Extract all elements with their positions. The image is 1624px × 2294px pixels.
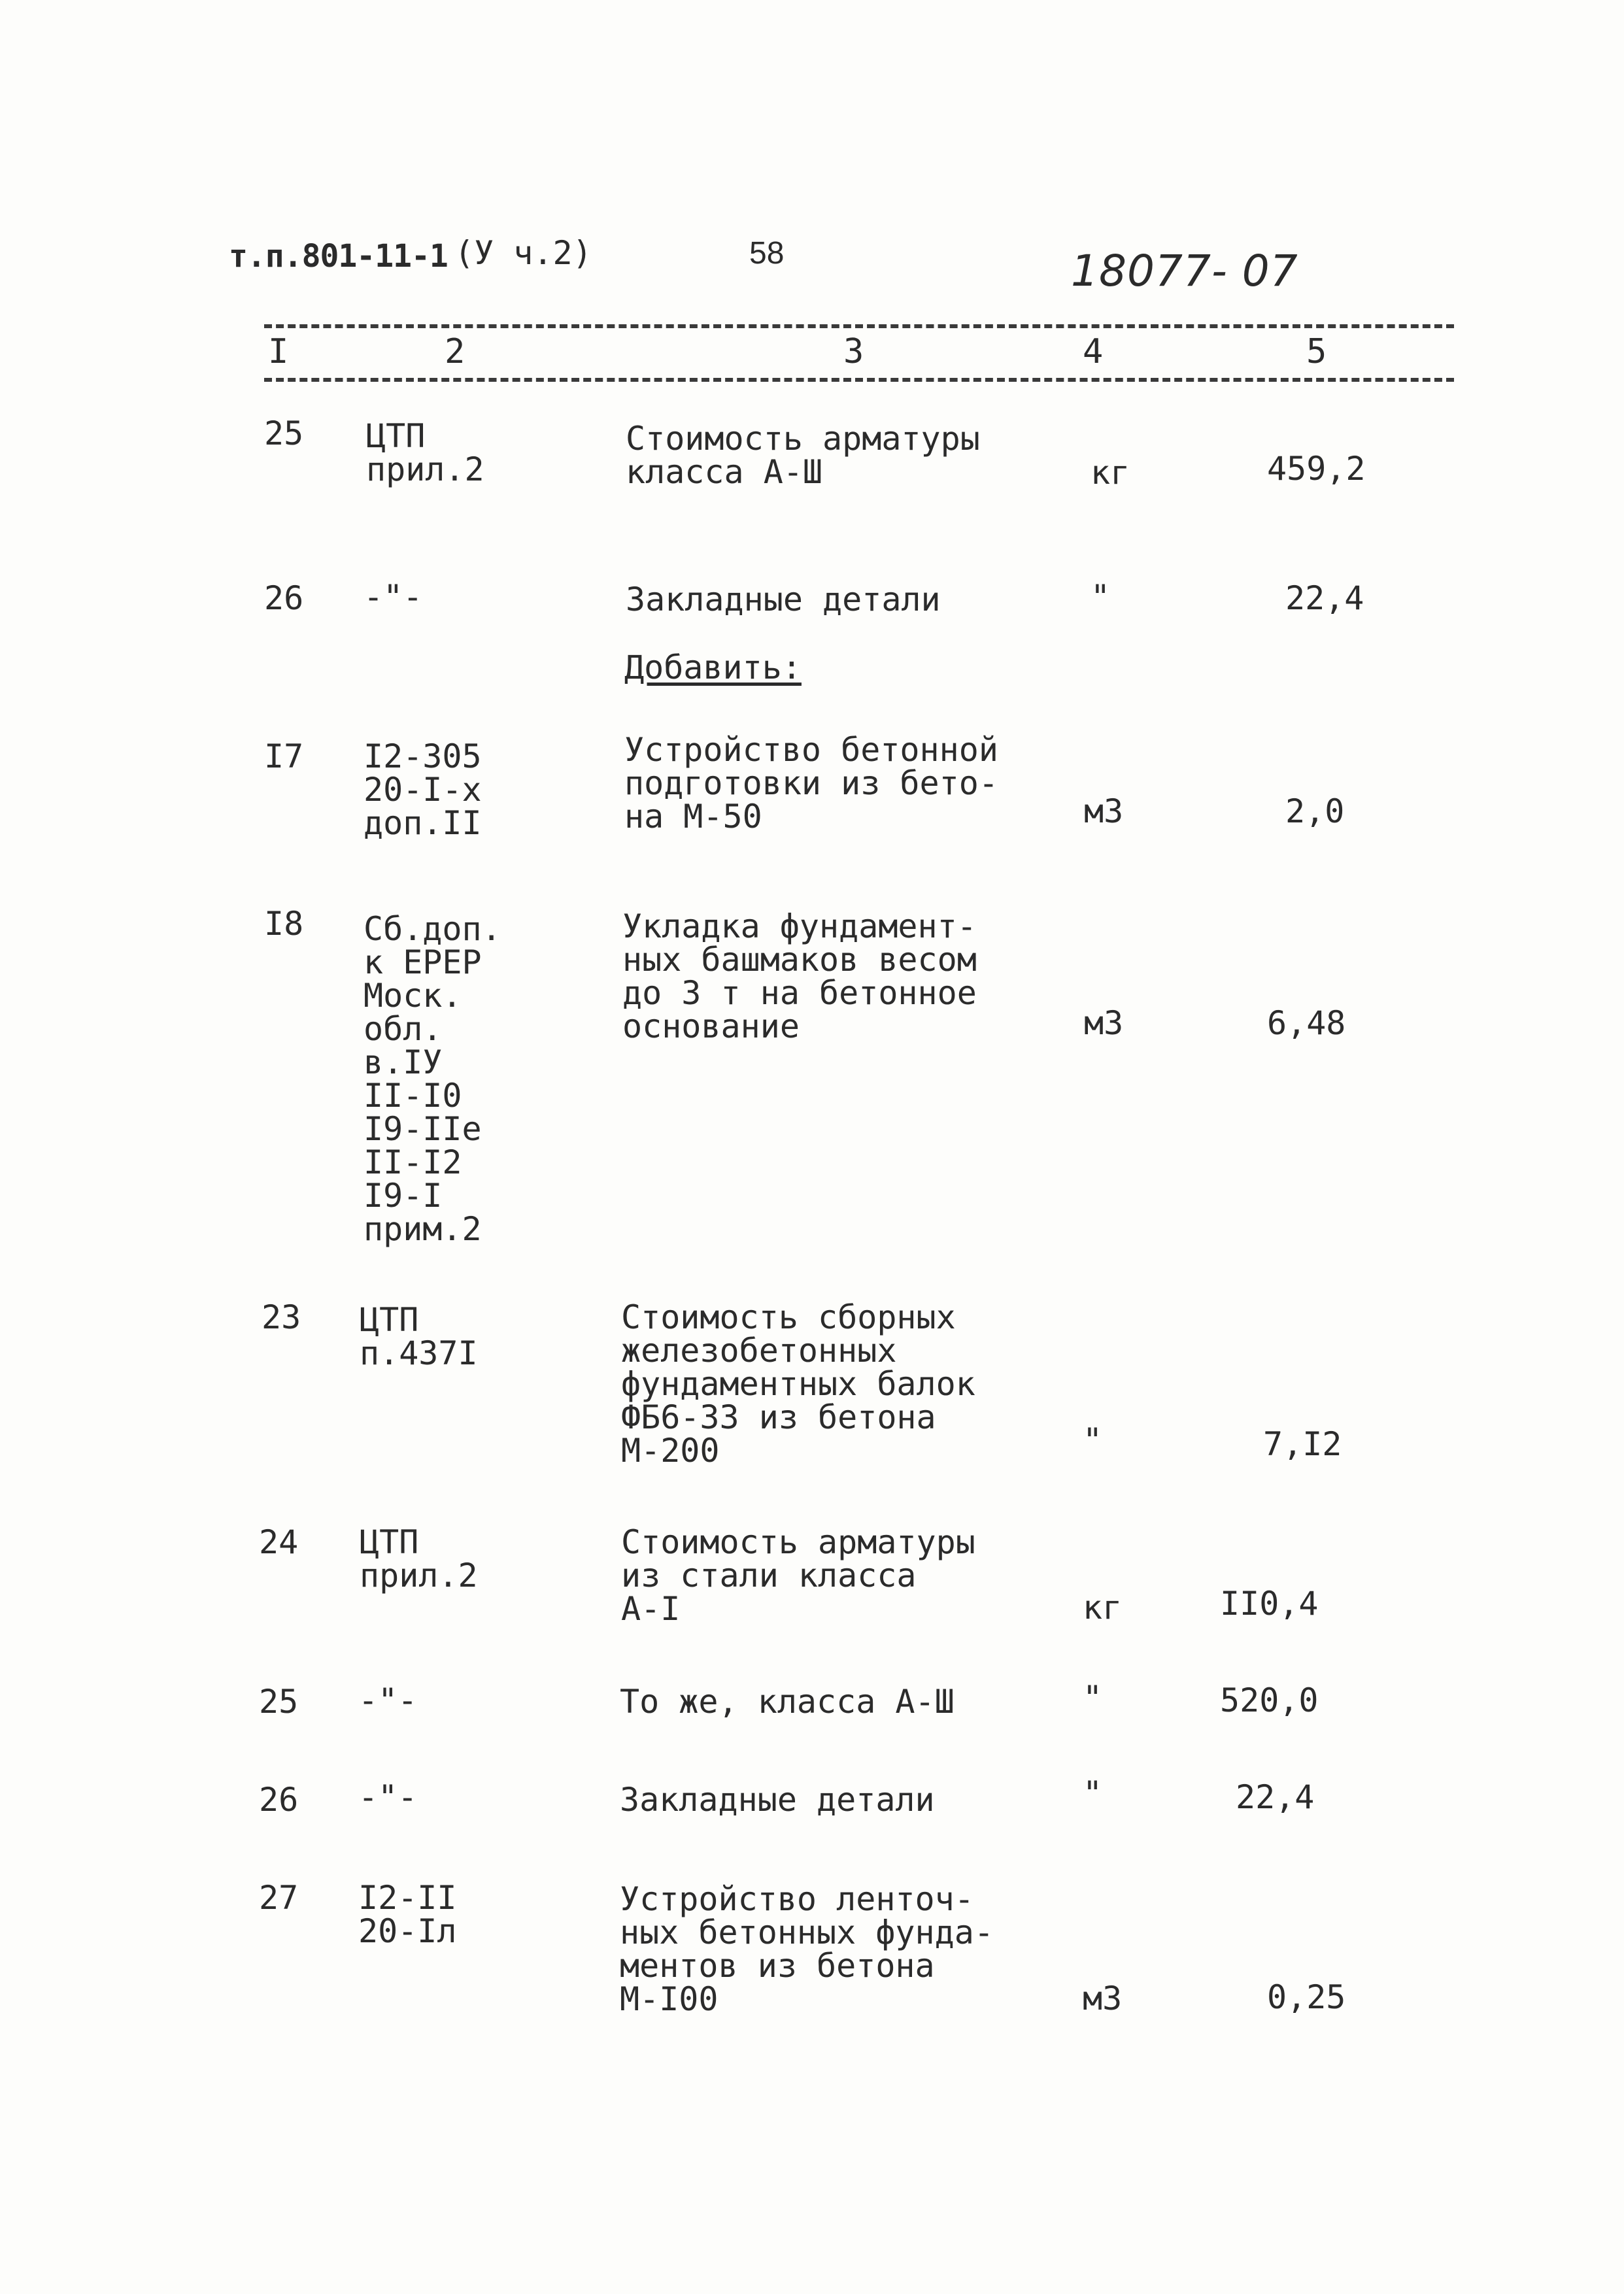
row-number: I7 (264, 737, 304, 775)
row-description: Стоимость сборных железобетонных фундаментных балок ФБ6-33 из бетона М-200 (621, 1298, 975, 1470)
row-unit: кг (1091, 454, 1130, 492)
row-number: 25 (264, 414, 304, 452)
row-description: Стоимость арматуры из стали класса А-I (621, 1523, 975, 1628)
row-unit: " (1091, 578, 1111, 616)
row-quantity: 459,2 (1267, 450, 1366, 488)
volume-label: (У ч.2) (454, 234, 592, 272)
row-unit: м3 (1084, 792, 1124, 830)
row-quantity: 6,48 (1267, 1004, 1346, 1042)
header-rule-top (264, 324, 1454, 328)
row-unit: кг (1083, 1589, 1123, 1627)
row-quantity: 0,25 (1267, 1978, 1346, 2016)
row-description: Устройство бетонной подготовки из бето- на М-50 (624, 731, 998, 835)
row-number: 26 (259, 1781, 299, 1819)
row-code: I2-II 20-Iл (358, 1879, 457, 1950)
row-description: Устройство ленточ- ных бетонных фунда- ментов из бетона М-I00 (620, 1880, 994, 2018)
row-number: I8 (264, 905, 304, 943)
header-rule-bottom (264, 378, 1454, 382)
row-description: То же, класса А-Ш (620, 1683, 955, 1721)
row-quantity: 2,0 (1285, 792, 1345, 830)
column-number-2: 2 (445, 332, 465, 371)
row-unit: м3 (1084, 1004, 1124, 1042)
column-number-1: I (268, 332, 289, 371)
row-number: 27 (259, 1879, 299, 1917)
row-code: ЦТП п.437I (360, 1301, 478, 1372)
row-description: Стоимость арматуры класса А-Ш (626, 420, 980, 491)
row-description: Закладные детали (626, 581, 941, 618)
row-unit: м3 (1083, 1980, 1123, 2017)
row-code: -"- (358, 1778, 418, 1816)
row-code: I2-305 20-I-х доп.II (364, 737, 482, 842)
row-code: ЦТП прил.2 (360, 1523, 478, 1594)
row-code: -"- (364, 578, 423, 616)
add-label: Добавить: (624, 649, 802, 686)
row-number: 24 (259, 1523, 299, 1561)
row-quantity: II0,4 (1220, 1585, 1319, 1623)
row-code: Сб.доп. к ЕРЕР Моск. обл. в.IУ II-I0 I9-IIе II-I2 I9-I прим.2 (364, 910, 501, 1248)
row-quantity: 22,4 (1285, 579, 1364, 617)
column-number-3: 3 (843, 332, 864, 371)
row-number: 25 (259, 1683, 299, 1721)
row-description: Закладные детали (620, 1781, 935, 1819)
row-code: ЦТП прил.2 (366, 417, 484, 488)
row-quantity: 22,4 (1236, 1778, 1315, 1816)
row-unit: " (1083, 1774, 1103, 1812)
column-number-5: 5 (1306, 332, 1327, 371)
row-code: -"- (358, 1681, 418, 1719)
row-quantity: 7,I2 (1263, 1425, 1342, 1463)
column-number-4: 4 (1083, 332, 1104, 371)
document-number: 18077- 07 (1071, 246, 1298, 296)
row-number: 26 (264, 579, 304, 617)
series-number: т.п.801-11-1 (229, 238, 448, 275)
page-number: 58 (749, 236, 785, 271)
row-number: 23 (262, 1298, 301, 1336)
row-quantity: 520,0 (1220, 1681, 1319, 1719)
row-unit: " (1083, 1421, 1103, 1459)
row-unit: " (1083, 1679, 1103, 1717)
row-description: Укладка фундамент- ных башмаков весом до 3 т на бетонное основание (622, 907, 977, 1045)
